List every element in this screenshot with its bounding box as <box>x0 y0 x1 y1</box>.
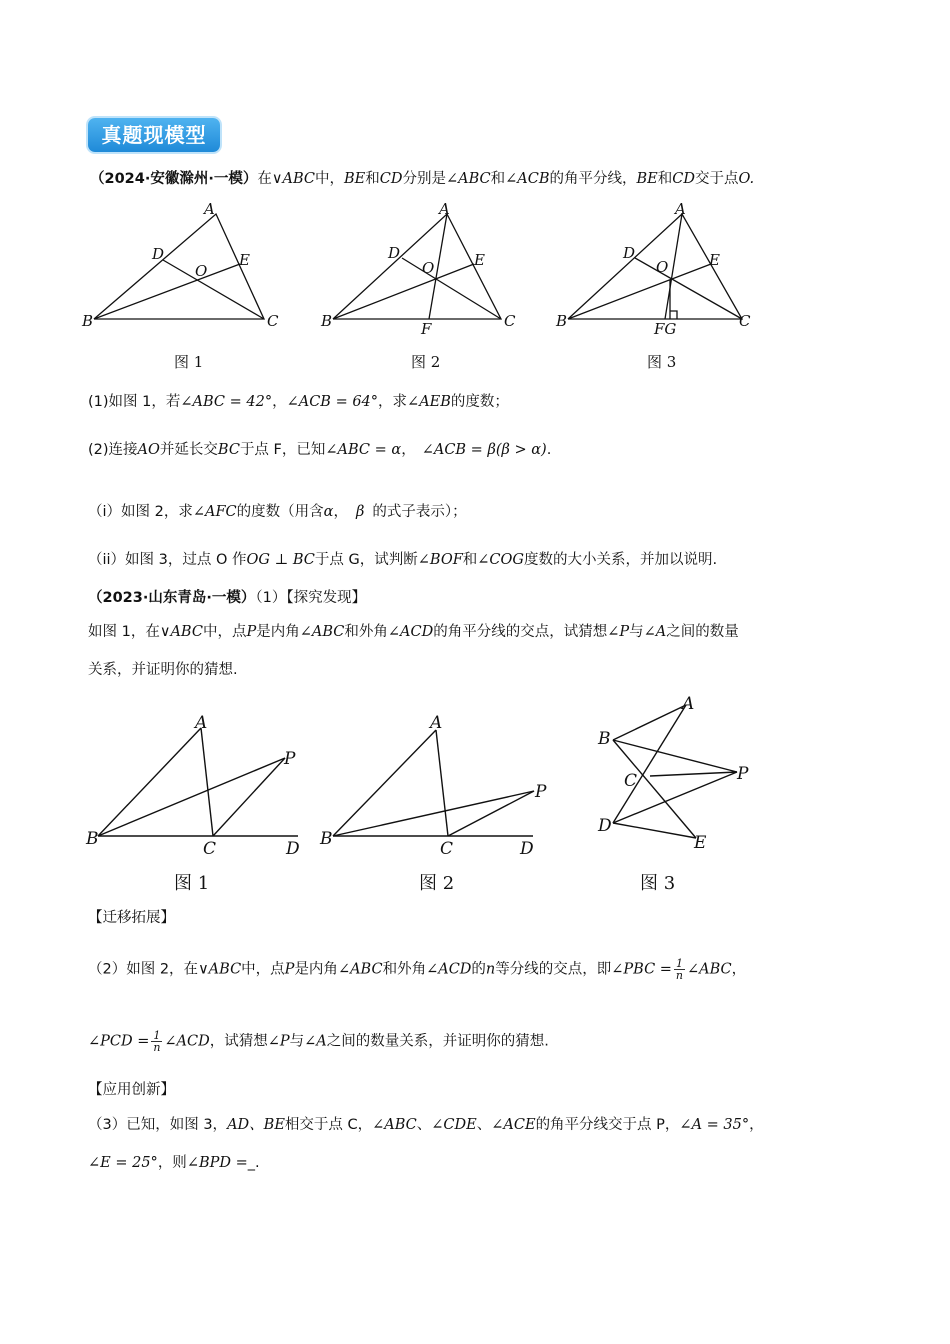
apply-heading: 【应用创新】 <box>88 1082 175 1098</box>
g3-bp <box>613 740 737 772</box>
fig3-label-fg: FG <box>654 320 677 338</box>
q2-source: （2023·山东青岛·一模） <box>88 590 256 606</box>
g2-ac <box>436 730 448 836</box>
q2-fig1-caption: 图 1 <box>174 873 210 894</box>
fig2-label-f: F <box>421 320 432 338</box>
g1-label-d: D <box>286 839 300 859</box>
g3-label-b: B <box>598 729 611 749</box>
fig1-label-o: O <box>195 262 208 280</box>
fig2-label-a: A <box>439 200 450 218</box>
g3-de <box>613 823 696 838</box>
g1-label-b: B <box>86 829 99 849</box>
fig1-label-c: C <box>267 312 279 330</box>
q1-fig2-caption: 图 2 <box>411 353 441 371</box>
fig2-cd <box>402 258 501 319</box>
fraction-1-over-n-2: $\frac{1}{n}$ <box>153 1029 161 1054</box>
g1-label-c: C <box>203 839 217 859</box>
fig2-label-e: E <box>474 251 485 269</box>
g3-label-c: C <box>624 771 638 791</box>
q1-part1: (1)如图 1，若∠ABC = 42°，∠ACB = 64°，求∠AEB的度数； <box>88 394 509 410</box>
q2-fig2-caption: 图 2 <box>419 873 455 894</box>
g3-label-d: D <box>598 816 612 836</box>
q2-part1-line1: 如图 1，在∨ABC中，点P是内角∠ABC和外角∠ACD的角平分线的交点，试猜想∠P与∠A之间的数量 <box>88 624 739 640</box>
fig3-label-o: O <box>656 258 669 276</box>
fig1-label-d: D <box>152 245 165 263</box>
q2-fig3-caption: 图 3 <box>640 873 676 894</box>
g1-ac <box>201 728 213 836</box>
g3-cp <box>650 772 737 776</box>
q1-fig3-caption: 图 3 <box>647 353 677 371</box>
g1-cp <box>213 758 285 836</box>
q2-part3-line1: （3）已知，如图 3，AD、BE相交于点 C，∠ABC、∠CDE、∠ACE的角平分线交于点 P，∠A = 35°， <box>88 1117 764 1133</box>
q1-intro: （2024·安徽滁州·一模）在∨ABC中，BE和CD分别是∠ABC和∠ACB的角平分线，BE和CD交于点O. <box>90 171 755 187</box>
q1-fig1-caption: 图 1 <box>174 353 204 371</box>
q1-sub-i: （i）如图 2，求∠AFC的度数（用含α， β 的式子表示）； <box>88 504 467 520</box>
fig3-label-d: D <box>623 244 636 262</box>
g2-label-a: A <box>430 713 443 733</box>
q2-header: （2023·山东青岛·一模）（1）【探究发现】 <box>88 590 367 606</box>
q1-sub-ii: （ii）如图 3，过点 O 作OG ⊥ BC于点 G，试判断∠BOF和∠COG度数的大小关系，并加以说明. <box>88 552 718 568</box>
fig2-be <box>333 264 474 319</box>
fig3-right-angle <box>670 311 677 319</box>
g3-label-a: A <box>682 694 695 714</box>
q2-figures <box>80 690 780 860</box>
fig1-label-a: A <box>204 200 215 218</box>
answer-blank: _. <box>247 1155 260 1171</box>
fig3-label-c: C <box>739 312 751 330</box>
fig3-cd <box>635 258 742 319</box>
g2-ab <box>333 730 436 836</box>
fig3-label-b: B <box>556 312 568 330</box>
q2-part1-line2: 关系，并证明你的猜想. <box>88 662 238 678</box>
fig1-label-e: E <box>239 251 250 269</box>
fig3-be <box>568 264 711 319</box>
g2-label-b: B <box>320 829 333 849</box>
g2-cp <box>448 791 534 836</box>
q1-figures <box>80 196 800 346</box>
fig2-label-b: B <box>321 312 333 330</box>
fig3-label-a: A <box>675 200 686 218</box>
g1-ab <box>98 728 201 836</box>
fig2-label-o: O <box>422 259 435 277</box>
fig2-label-d: D <box>388 244 401 262</box>
q2-part3-line2: ∠E = 25°，则∠BPD =_. <box>88 1155 260 1171</box>
q1-source: （2024·安徽滁州·一模） <box>90 171 258 187</box>
g3-label-p: P <box>737 764 749 784</box>
g1-label-p: P <box>284 749 296 769</box>
g2-label-d: D <box>520 839 534 859</box>
fig3-label-e: E <box>709 251 720 269</box>
g2-label-c: C <box>440 839 454 859</box>
fraction-1-over-n: $\frac{1}{n}$ <box>675 957 683 982</box>
fig2-label-c: C <box>504 312 516 330</box>
section-badge: 真题现模型 <box>88 118 220 152</box>
q2-part2-line2: ∠PCD = $\frac{1}{n}$ ∠ACD，试猜想∠P与∠A之间的数量关系，并证明你的猜想. <box>88 1029 549 1054</box>
g3-label-e: E <box>694 833 707 853</box>
q2-part2-line1: （2）如图 2，在∨ABC中，点P是内角∠ABC和外角∠ACD的n等分线的交点，即∠PBC = $\frac{1}{n}$ ∠ABC， <box>88 957 747 982</box>
g1-bp <box>98 758 285 836</box>
fig1-label-b: B <box>82 312 94 330</box>
migrate-heading: 【迁移拓展】 <box>88 910 175 926</box>
g1-label-a: A <box>195 713 208 733</box>
g2-label-p: P <box>535 782 547 802</box>
g2-bp <box>333 791 534 836</box>
q1-part2: (2)连接AO并延长交BC于点 F，已知∠ABC = α， ∠ACB = β(β > α). <box>88 442 552 458</box>
